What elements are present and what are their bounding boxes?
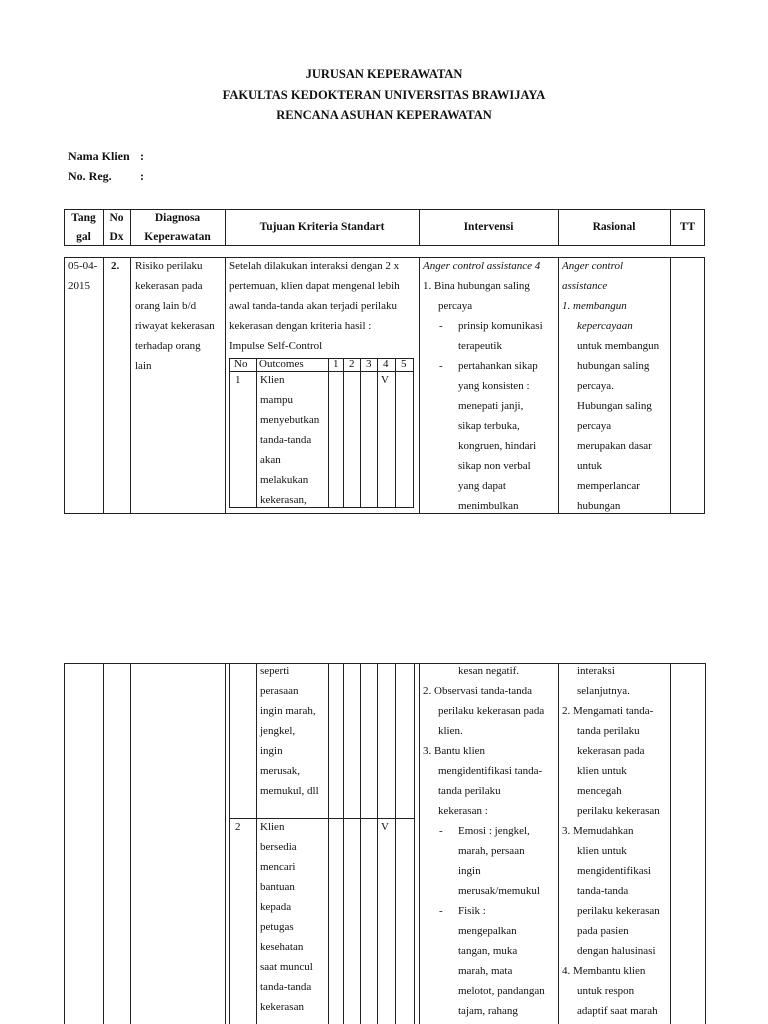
bullet-dash: - bbox=[439, 825, 443, 837]
col-rasional: Rasional bbox=[592, 221, 636, 233]
outcome-line: mencari bbox=[260, 861, 296, 873]
outcomes-no-header: No bbox=[234, 358, 248, 370]
col-nodx-line1: No bbox=[109, 212, 124, 224]
rasional-line: tanda perilaku bbox=[577, 725, 640, 737]
outcome-line: akan bbox=[260, 454, 281, 466]
intervensi-line: 2. Observasi tanda-tanda bbox=[423, 685, 533, 697]
patient-reg-separator: : bbox=[140, 169, 144, 183]
col-tt: TT bbox=[679, 221, 696, 233]
col-diagnosa-line2: Keperawatan bbox=[144, 231, 211, 243]
outcome2-no: 2 bbox=[235, 821, 241, 833]
bullet-dash: - bbox=[439, 320, 443, 332]
rasional-p1-rest bbox=[577, 336, 669, 516]
rasional-title: Anger control bbox=[562, 260, 623, 272]
rasional-line: 1. membangun bbox=[562, 300, 627, 312]
rasional-line: untuk bbox=[577, 460, 603, 472]
tujuan-intro bbox=[229, 256, 417, 356]
intervensi-line: sikap non verbal bbox=[458, 460, 531, 472]
outcomes-header: Outcomes bbox=[259, 358, 304, 370]
outcome-line: bersedia bbox=[260, 841, 297, 853]
outcome-line: kepada bbox=[260, 901, 292, 913]
patient-reg-label: No. Reg. bbox=[68, 169, 112, 183]
rasional-line: mengidentifikasi bbox=[577, 865, 651, 877]
intervensi-line: kongruen, hindari bbox=[458, 440, 537, 452]
patient-name-separator: : bbox=[140, 149, 144, 163]
outcome1-text bbox=[260, 370, 328, 510]
patient-name-label: Nama Klien bbox=[68, 149, 130, 163]
intervensi-line: terapeutik bbox=[458, 340, 502, 352]
outcome-line: seperti bbox=[260, 665, 290, 677]
intervensi-line: tajam, rahang bbox=[458, 1005, 518, 1017]
outcome-line: Klien bbox=[260, 821, 285, 833]
outcome1-text-continued bbox=[260, 661, 328, 801]
rasional-line: 2. Mengamati tanda- bbox=[562, 705, 654, 717]
outcome-line: kesehatan bbox=[260, 941, 304, 953]
diagnosa-line: lain bbox=[135, 360, 152, 372]
outcome-line: perasaan bbox=[260, 685, 299, 697]
intervensi-line: pertahankan sikap bbox=[458, 360, 538, 372]
institution-title: JURUSAN KEPERAWATAN bbox=[305, 67, 463, 81]
rasional-p1 bbox=[562, 256, 666, 336]
rasional-line: tanda-tanda bbox=[577, 885, 629, 897]
intervensi-line: Fisik : bbox=[458, 905, 486, 917]
tujuan-line: kekerasan dengan kriteria hasil : bbox=[229, 320, 372, 332]
intervensi-line: menepati janji, bbox=[458, 400, 524, 412]
intervensi-line: merusak/memukul bbox=[458, 885, 540, 897]
outcome-line: menyebutkan bbox=[260, 414, 320, 426]
rasional-line: perilaku kekerasan bbox=[577, 905, 660, 917]
rasional-line: 4. Membantu klien bbox=[562, 965, 646, 977]
intervensi-line: klien. bbox=[438, 725, 463, 737]
scale-4-header: 4 bbox=[383, 358, 389, 370]
rasional-line: memperlancar bbox=[577, 480, 640, 492]
faculty-title: FAKULTAS KEDOKTERAN UNIVERSITAS BRAWIJAYA bbox=[222, 88, 546, 102]
tujuan-line: Impulse Self-Control bbox=[229, 340, 323, 352]
rasional-line: klien untuk bbox=[577, 845, 627, 857]
intervensi-line: prinsip komunikasi bbox=[458, 320, 543, 332]
outcome1-mark: V bbox=[381, 374, 389, 386]
outcome1-no: 1 bbox=[235, 374, 241, 386]
rasional-line: dengan halusinasi bbox=[577, 945, 656, 957]
rasional-line: Hubungan saling bbox=[577, 400, 652, 412]
intervensi-p1 bbox=[423, 256, 554, 316]
outcome-line: petugas bbox=[260, 921, 294, 933]
intervensi-line: ingin bbox=[458, 865, 481, 877]
document-title: RENCANA ASUHAN KEPERAWATAN bbox=[276, 108, 492, 122]
rasional-line: untuk membangun bbox=[577, 340, 660, 352]
rasional-line: pada pasien bbox=[577, 925, 629, 937]
scale-5-header: 5 bbox=[401, 358, 407, 370]
outcome-line: jengkel, bbox=[260, 725, 296, 737]
col-tujuan: Tujuan Kriteria Standart bbox=[259, 221, 385, 233]
rasional-line: untuk respon bbox=[577, 985, 635, 997]
row-nodx: 2. bbox=[111, 260, 120, 272]
rasional-line: mencegah bbox=[577, 785, 622, 797]
intervensi-line: sikap terbuka, bbox=[458, 420, 520, 432]
intervensi-line: yang dapat bbox=[458, 480, 506, 492]
intervensi-line: melotot, pandangan bbox=[458, 985, 545, 997]
rasional-line: kekerasan pada bbox=[577, 745, 645, 757]
outcome-line: tanda-tanda bbox=[260, 434, 312, 446]
outcome-line: ingin bbox=[260, 745, 283, 757]
outcome-line: tanda-tanda bbox=[260, 981, 312, 993]
rasional-line: hubungan bbox=[577, 500, 621, 512]
intervensi-line: percaya bbox=[438, 300, 473, 312]
intervensi-line: yang konsisten : bbox=[458, 380, 530, 392]
rasional-line: kepercayaan bbox=[577, 320, 633, 332]
outcome-line: Klien bbox=[260, 374, 285, 386]
diagnosa-line: kekerasan pada bbox=[135, 280, 203, 292]
outcome-line: merusak, bbox=[260, 765, 301, 777]
outcome-line: ingin marah, bbox=[260, 705, 316, 717]
rasional-line: merupakan dasar bbox=[577, 440, 652, 452]
col-nodx-line2: Dx bbox=[109, 231, 124, 243]
tujuan-line: Setelah dilakukan interaksi dengan 2 x bbox=[229, 260, 400, 272]
row-tanggal-line2: 2015 bbox=[68, 280, 90, 292]
rasional-line: hubungan saling bbox=[577, 360, 650, 372]
rasional-line: klien untuk bbox=[577, 765, 627, 777]
intervensi-line: mengidentifikasi tanda- bbox=[438, 765, 543, 777]
rasional-line: selanjutnya. bbox=[577, 685, 630, 697]
outcome2-mark: V bbox=[381, 821, 389, 833]
rasional-title: assistance bbox=[562, 280, 608, 292]
row-diagnosa bbox=[135, 256, 220, 376]
tujuan-line: pertemuan, klien dapat mengenal lebih bbox=[229, 280, 400, 292]
col-intervensi: Intervensi bbox=[463, 221, 514, 233]
outcome-line: saat muncul bbox=[260, 961, 313, 973]
rasional-line: 3. Memudahkan bbox=[562, 825, 634, 837]
intervensi-title: Anger control assistance 4 bbox=[423, 260, 541, 272]
tujuan-line: awal tanda-tanda akan terjadi perilaku bbox=[229, 300, 397, 312]
intervensi-line: mengepalkan bbox=[458, 925, 517, 937]
bullet-dash: - bbox=[439, 360, 443, 372]
intervensi-line: perilaku kekerasan pada bbox=[438, 705, 545, 717]
col-tanggal-line1: Tang bbox=[71, 212, 96, 224]
col-diagnosa-line1: Diagnosa bbox=[154, 212, 201, 224]
outcome2-text bbox=[260, 817, 328, 1017]
outcome-line: memukul, dll bbox=[260, 785, 319, 797]
row-tanggal-line1: 05-04- bbox=[68, 260, 98, 272]
rasional-line: percaya bbox=[577, 420, 612, 432]
diagnosa-line: Risiko perilaku bbox=[135, 260, 203, 272]
outcome-line: kekerasan, bbox=[260, 494, 307, 506]
intervensi-line: tanda perilaku bbox=[438, 785, 501, 797]
bullet-dash: - bbox=[439, 905, 443, 917]
rasional-line: percaya. bbox=[577, 380, 614, 392]
intervensi-line: marah, persaan bbox=[458, 845, 525, 857]
scale-3-header: 3 bbox=[366, 358, 372, 370]
scale-2-header: 2 bbox=[349, 358, 355, 370]
diagnosa-line: orang lain b/d bbox=[135, 300, 197, 312]
rasional-line: interaksi bbox=[577, 665, 615, 677]
intervensi-line: marah, mata bbox=[458, 965, 513, 977]
outcome-line: kekerasan bbox=[260, 1001, 304, 1013]
intervensi-line: kekerasan : bbox=[438, 805, 488, 817]
outcome-line: mampu bbox=[260, 394, 293, 406]
rasional-line: adaptif saat marah bbox=[577, 1005, 658, 1017]
outcome-line: bantuan bbox=[260, 881, 295, 893]
outcome-line: melakukan bbox=[260, 474, 309, 486]
scale-1-header: 1 bbox=[333, 358, 339, 370]
rasional-line: perilaku kekerasan bbox=[577, 805, 660, 817]
intervensi-line: tangan, muka bbox=[458, 945, 518, 957]
diagnosa-line: terhadap orang bbox=[135, 340, 201, 352]
intervensi-line: 1. Bina hubungan saling bbox=[423, 280, 530, 292]
diagnosa-line: riwayat kekerasan bbox=[135, 320, 215, 332]
intervensi-line: 3. Bantu klien bbox=[423, 745, 486, 757]
intervensi-line: kesan negatif. bbox=[458, 665, 520, 677]
intervensi-line: Emosi : jengkel, bbox=[458, 825, 530, 837]
intervensi-line: menimbulkan bbox=[458, 500, 519, 512]
col-tanggal-line2: gal bbox=[76, 231, 91, 243]
